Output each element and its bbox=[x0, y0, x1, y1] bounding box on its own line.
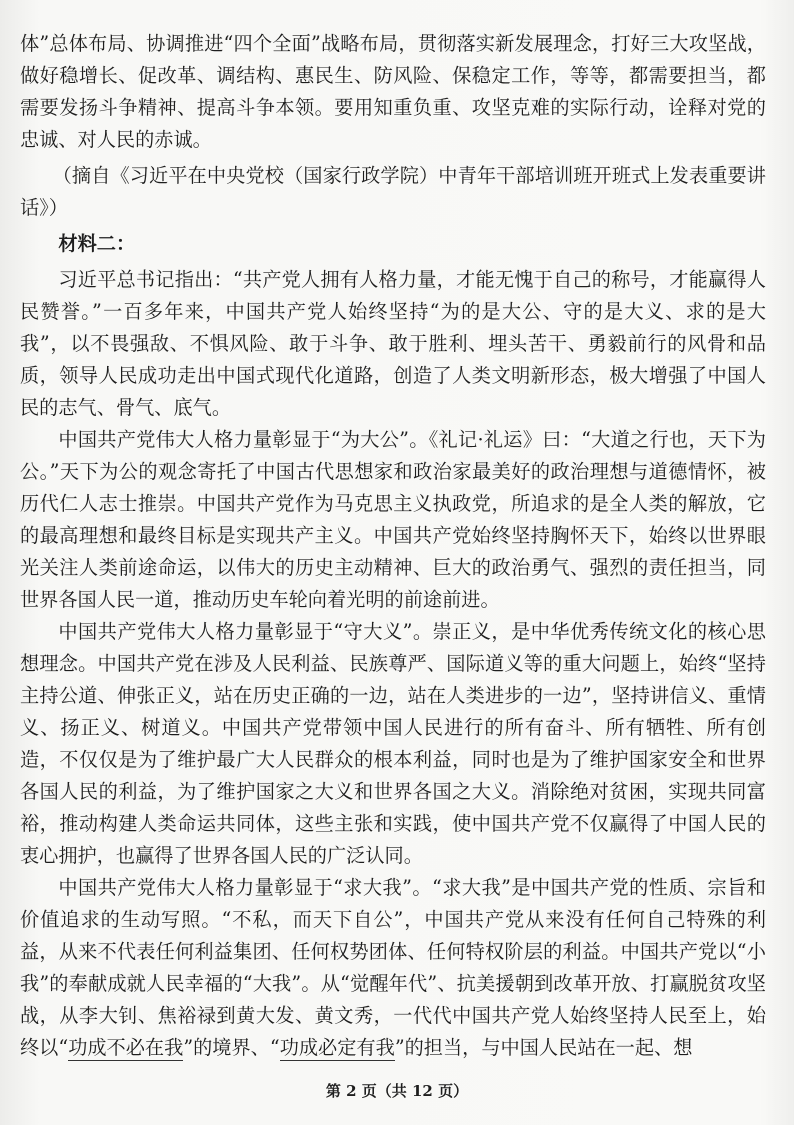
paragraph-5-text-c: ”的担当，与中国人民站在一起、想 bbox=[394, 1036, 693, 1059]
page-number: 第 2 页（共 12 页） bbox=[325, 1082, 469, 1100]
material-heading: 材料二： bbox=[58, 232, 136, 255]
underlined-phrase-2: 功成必定有我 bbox=[279, 1036, 395, 1059]
underlined-phrase-1: 功成不必在我 bbox=[68, 1036, 184, 1059]
page-content bbox=[20, 28, 766, 1064]
paragraph-5 bbox=[20, 872, 766, 1064]
source-citation: （摘自《习近平在中央党校（国家行政学院）中青年干部培训班开班式上发表重要讲话》） bbox=[20, 164, 766, 219]
paragraph-1: 体”总体布局、协调推进“四个全面”战略布局，贯彻落实新发展理念，打好三大攻坚战，做好稳增长、促改革、调结构、惠民生、防风险、保稳定工作，等等，都需要担当，都需要发扬斗争精神、提高斗争本领。要用知重负重、攻坚克难的实际行动，诠释对党的忠诚、对人民的赤诚。 bbox=[20, 32, 766, 151]
paragraph-5-text-b: ”的境界、“ bbox=[183, 1036, 280, 1059]
paragraph-4: 中国共产党伟大人格力量彰显于“守大义”。崇正义，是中华优秀传统文化的核心思想理念。中国共产党在涉及人民利益、民族尊严、国际道义等的重大问题上，始终“坚持主持公道、伸张正义，站在历史正确的一边，站在人类进步的一边”，坚持讲信义、重情义、扬正义、树道义。中国共产党带领中国人民进行的所有奋斗、所有牺牲、所有创造，不仅仅是为了维护最广大人民群众的根本利益，同时也是为了维护国家安全和世界各国人民的利益，为了维护国家之大义和世界各国之大义。消除绝对贫困，实现共同富裕，推动构建人类命运共同体，这些主张和实践，使中国共产党不仅赢得了中国人民的衷心拥护，也赢得了世界各国人民的广泛认同。 bbox=[20, 620, 766, 867]
paragraph-2: 习近平总书记指出：“共产党人拥有人格力量，才能无愧于自己的称号，才能赢得人民赞誉。”一百多年来，中国共产党人始终坚持“为的是大公、守的是大义、求的是大我”，以不畏强敌、不惧风险、敢于斗争、敢于胜利、埋头苦干、勇毅前行的风骨和品质，领导人民成功走出中国式现代化道路，创造了人类文明新形态，极大增强了中国人民的志气、骨气、底气。 bbox=[20, 268, 766, 419]
paragraph-3: 中国共产党伟大人格力量彰显于“为大公”。《礼记·礼运》曰：“大道之行也，天下为公。”天下为公的观念寄托了中国古代思想家和政治家最美好的政治理想与道德情怀，被历代仁人志士推崇。中国共产党作为马克思主义执政党，所追求的是全人类的解放，它的最高理想和最终目标是实现共产主义。中国共产党始终坚持胸怀天下，始终以世界眼光关注人类前途命运，以伟大的历史主动精神、巨大的政治勇气、强烈的责任担当，同世界各国人民一道，推动历史车轮向着光明的前途前进。 bbox=[20, 428, 766, 611]
paragraph-5-text-a: 中国共产党伟大人格力量彰显于“求大我”。“求大我”是中国共产党的性质、宗旨和价值追求的生动写照。“不私，而天下自公”，中国共产党从来没有任何自己特殊的利益，从来不代表任何利益集团、任何权势团体、任何特权阶层的利益。中国共产党以“小我”的奉献成就人民幸福的“大我”。从“觉醒年代”、抗美援朝到改革开放、打赢脱贫攻坚战，从李大钊、焦裕禄到黄大发、黄文秀，一代代中国共产党人始终坚持人民至上，始终以“ bbox=[20, 876, 766, 1059]
